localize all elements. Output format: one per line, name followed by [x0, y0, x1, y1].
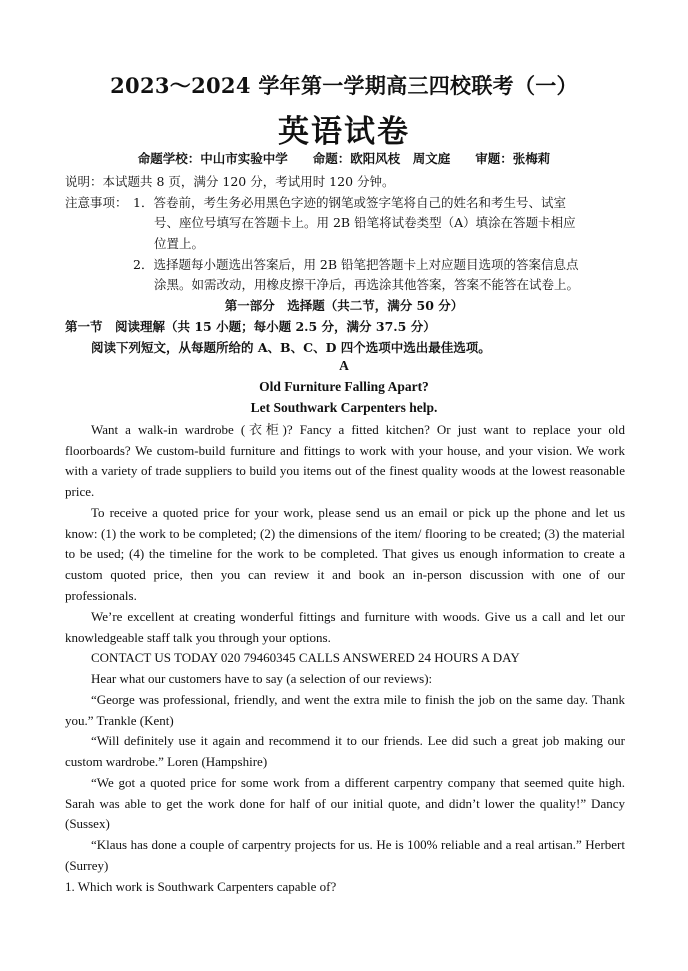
review-1: “George was professional, friendly, and went the extra mile to finish the job on the same day. Thank you.” Trankle (Kent) [65, 692, 625, 728]
notice-label: 注意事项： [65, 195, 128, 210]
section-heading: 第一节 阅读理解（共 15 小题；每小题 2.5 分，满分 37.5 分） [65, 319, 436, 334]
subject-title: 英语试卷 [278, 114, 410, 150]
reviews-intro: Hear what our customers have to say (a selection of our reviews): [91, 671, 433, 686]
passage-title-line-1: Old Furniture Falling Apart? [259, 379, 429, 394]
passage-letter: A [339, 358, 349, 373]
section-direction: 阅读下列短文，从每题所给的 A、B、C、D 四个选项中选出最佳选项。 [91, 340, 491, 355]
review-2: “Will definitely use it again and recommend it to our friends. Lee did such a great job making our custom wardrobe.” Loren (Hampshire) [65, 733, 625, 769]
question-1: 1. Which work is Southwark Carpenters capable of? [65, 879, 337, 894]
exam-title: 2023～2024 学年第一学期高三四校联考（一） [110, 73, 578, 98]
passage-paragraph-1: Want a walk-in wardrobe (衣柜)? Fancy a fitted kitchen? Or just want to replace your old floorboards? We custom-build furniture and fittings to work with your house, and your vision. We work with a variety of trade suppliers to build you items out of the finest quality woods at the lowest reasonable price. [65, 422, 625, 500]
review-4: “Klaus has done a couple of carpentry projects for us. He is 100% reliable and a real artisan.” Herbert (Surrey) [65, 837, 625, 873]
contact-line: CONTACT US TODAY 020 79460345 CALLS ANSWERED 24 HOURS A DAY [91, 650, 520, 665]
authors-line: 命题学校：中山市实验中学 命题：欧阳风枝 周文庭 审题：张梅莉 [137, 151, 551, 166]
notice-item-2-line-1: 2．选择题每小题选出答案后，用 2B 铅笔把答题卡上对应题目选项的答案信息点 [133, 257, 579, 272]
exam-note: 说明：本试题共 8 页，满分 120 分，考试用时 120 分钟。 [65, 174, 395, 189]
passage-paragraph-3: We’re excellent at creating wonderful fittings and furniture with woods. Give us a call and let our knowledgeable staff talk you through your options. [65, 609, 625, 645]
notice-item-2-line-2: 涂黑。如需改动，用橡皮擦干净后，再选涂其他答案，答案不能答在试卷上。 [154, 277, 580, 292]
notice-item-1-line-2: 号、座位号填写在答题卡上。用 2B 铅笔将试卷类型（A）填涂在答题卡相应 [154, 215, 576, 230]
notice-item-1-line-3: 位置上。 [154, 236, 205, 251]
notice-item-1-line-1: 1．答卷前，考生务必用黑色字迹的钢笔或签字笔将自己的姓名和考生号、试室 [133, 195, 566, 210]
passage-paragraph-2: To receive a quoted price for your work, please send us an email or pick up the phone and let us know: (1) the work to be completed; (2) the dimensions of the item/ flooring to be created; (3) the material to be used; (4) the timeline for the work to be completed. That gives us enough information to create a custom quoted price, then you can review it and book an in-person discussion with one of our professionals. [65, 505, 625, 603]
passage-title-line-2: Let Southwark Carpenters help. [250, 400, 438, 415]
review-3: “We got a quoted price for some work from a different carpentry company that seemed quite high. Sarah was able to get the work done for half of our initial quote, and didn’t lower the quality!” Dancy (Sussex) [65, 775, 625, 832]
part-heading: 第一部分 选择题（共二节，满分 50 分） [224, 298, 464, 313]
